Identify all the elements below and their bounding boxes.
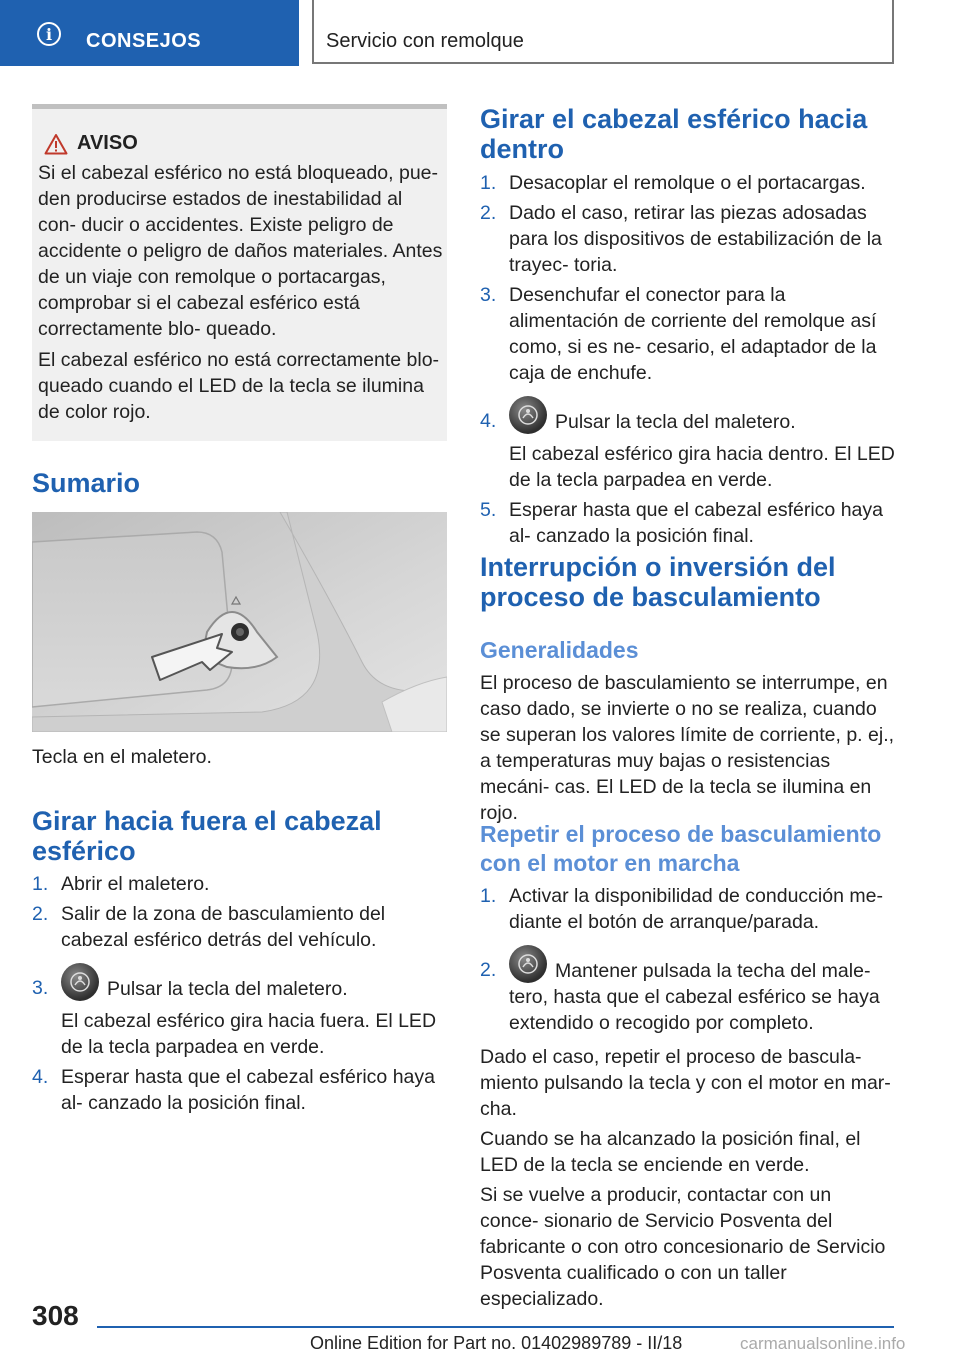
- list-item: 4. Pulsar la tecla del maletero. El cabezal esférico gira hacia dentro. El LED de la tecla parpadea en verde.: [480, 396, 895, 493]
- info-icon: i: [37, 22, 61, 46]
- steps-repetir: [480, 883, 895, 1040]
- trunk-button-icon: [61, 963, 99, 1001]
- footer-rule: [97, 1326, 894, 1328]
- subheading-repetir: Repetir el proceso de basculamiento con el motor en marcha: [480, 821, 882, 876]
- list-item: 1. Activar la disponibilidad de conducción me- diante el botón de arranque/parada.: [480, 885, 883, 933]
- subheading-generalidades: Generalidades: [480, 637, 639, 663]
- heading-girar-fuera: Girar hacia fuera el cabezal esférico: [32, 806, 382, 866]
- warning-paragraph-1: Si el cabezal esférico no está bloqueado, pue- den producirse estados de inestabilidad al con- ducir o accidentes. Existe peligro de accidente o peligro de daños materiales. Antes de un viaje con remolque o portacargas, comprobar si el cabezal esférico está correctamente blo- queado.: [38, 162, 443, 340]
- heading-sumario: Sumario: [32, 468, 141, 498]
- list-item: 2. Mantener pulsada la techa del male- tero, hasta que el cabezal esférico se haya extendido o recogido por completo.: [480, 945, 895, 1036]
- generalidades-body: El proceso de basculamiento se interrumpe, en caso dado, se invierte o no se realiza, cuando se superan los valores límite de corriente, p. ej., a temperaturas muy bajas o resistencias mecáni- cas. El LED de la tecla se ilumina en rojo.: [480, 672, 895, 824]
- page-number: 308: [32, 1300, 79, 1331]
- trunk-button-icon: [509, 396, 547, 434]
- section-tab[interactable]: [0, 0, 299, 66]
- warning-triangle-icon: [44, 133, 68, 155]
- heading-interrupcion: Interrupción o inversión del proceso de basculamiento: [480, 552, 836, 612]
- list-item: 1. Abrir el maletero.: [32, 873, 210, 895]
- footer-edition: Online Edition for Part no. 01402989789 - II/18: [310, 1333, 683, 1353]
- list-item: 2. Salir de la zona de basculamiento del cabezal esférico detrás del vehículo.: [32, 903, 386, 951]
- trunk-button-photo: [32, 512, 447, 732]
- repetir-paragraph-2: Cuando se ha alcanzado la posición final, el LED de la tecla se enciende en verde.: [480, 1128, 861, 1176]
- list-item: 4. Esperar hasta que el cabezal esférico haya al- canzado la posición final.: [32, 1066, 435, 1114]
- section-tab-label: CONSEJOS: [86, 30, 202, 52]
- list-item: 3. Pulsar la tecla del maletero. El cabezal esférico gira hacia fuera. El LED de la tecla parpadea en verde.: [32, 963, 447, 1060]
- page-section-title: Servicio con remolque: [326, 30, 524, 52]
- list-item: 1. Desacoplar el remolque o el portacargas.: [480, 172, 866, 194]
- steps-girar-dentro: [480, 170, 895, 553]
- list-item: 3. Desenchufar el conector para la alimentación de corriente del remolque así como, si es ne- cesario, el adaptador de la caja de enchufe.: [480, 284, 877, 384]
- steps-girar-fuera: [32, 871, 447, 1120]
- warning-paragraph-2: El cabezal esférico no está correctamente blo- queado cuando el LED de la tecla se ilumina de color rojo.: [38, 349, 440, 423]
- footer-watermark: carmanualsonline.info: [740, 1334, 906, 1353]
- list-item: 2. Dado el caso, retirar las piezas adosadas para los dispositivos de estabilización de la trayec- toria.: [480, 202, 882, 276]
- trunk-button-icon: [509, 945, 547, 983]
- repetir-paragraph-3: Si se vuelve a producir, contactar con un conce- sionario de Servicio Posventa del fabricante o con otro concesionario de Servicio Posventa cualificado o con un taller especializado.: [480, 1184, 886, 1310]
- repetir-paragraph-1: Dado el caso, repetir el proceso de bascula- miento pulsando la tecla y con el motor en mar- cha.: [480, 1046, 891, 1120]
- heading-girar-dentro: Girar el cabezal esférico hacia dentro: [480, 104, 868, 164]
- warning-title: AVISO: [77, 132, 138, 154]
- photo-caption: Tecla en el maletero.: [32, 746, 212, 768]
- list-item: 5. Esperar hasta que el cabezal esférico haya al- canzado la posición final.: [480, 499, 883, 547]
